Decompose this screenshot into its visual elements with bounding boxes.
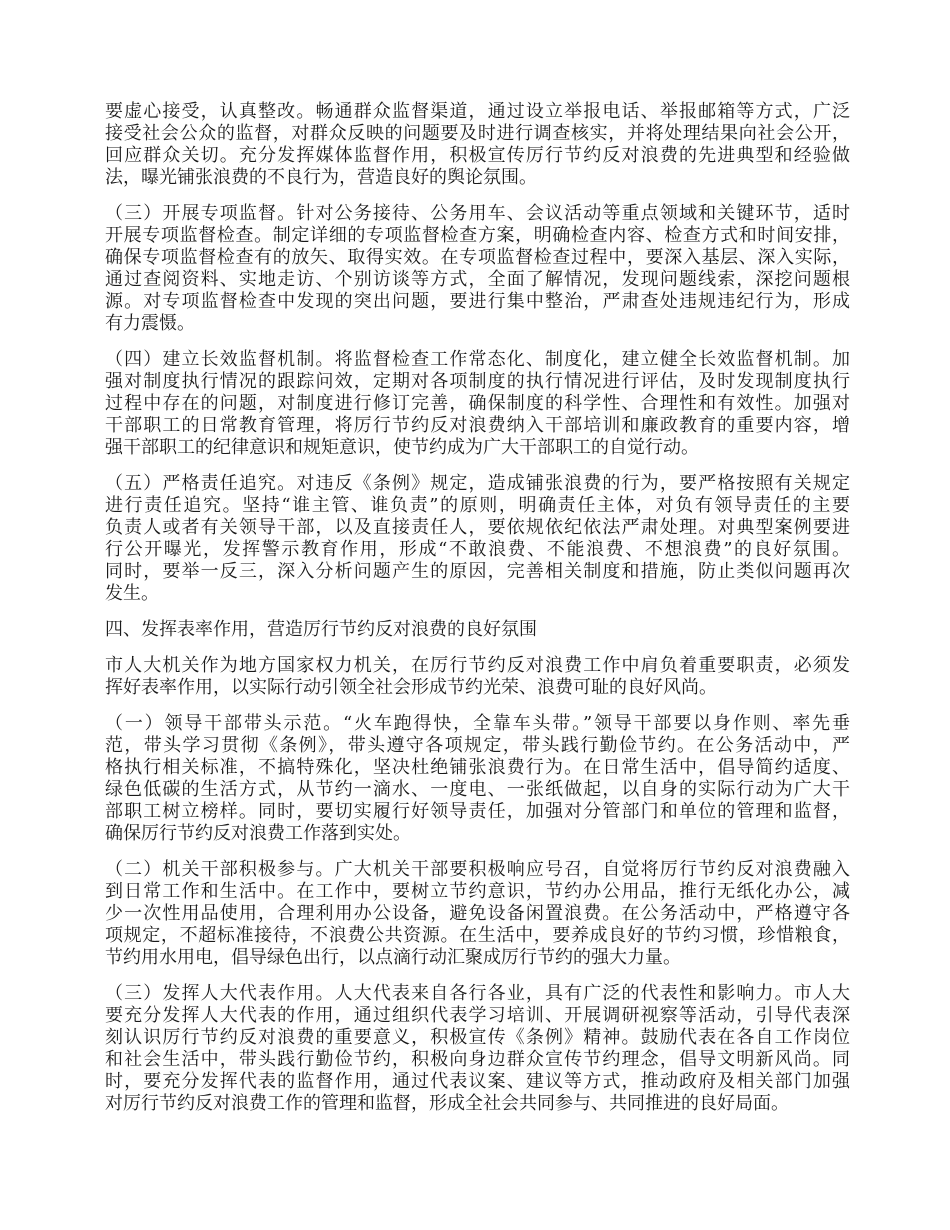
text-line: 节约用水用电，倡导绿色出行，以点滴行动汇聚成厉行节约的强大力量。 (105, 947, 681, 968)
document-body (105, 101, 850, 1129)
text-line: 进行责任追究。坚持“谁主管、谁负责”的原则，明确责任主体，对负有领导责任的主要 (105, 495, 850, 516)
text-line: （一）领导干部带头示范。“火车跑得快，全靠车头带。”领导干部要以身作则、率先垂 (105, 713, 850, 734)
text-line: 市人大机关作为地方国家权力机关，在厉行节约反对浪费工作中肩负着重要职责，必须发 (105, 655, 850, 676)
text-line: 回应群众关切。充分发挥媒体监督作用，积极宣传厉行节约反对浪费的先进典型和经验做 (105, 145, 850, 166)
text-line: 开展专项监督检查。制定详细的专项监督检查方案，明确检查内容、检查方式和时间安排， (105, 225, 850, 246)
text-line: 通过查阅资料、实地走访、个别访谈等方式，全面了解情况，发现问题线索，深挖问题根 (105, 269, 850, 290)
paragraph (105, 473, 850, 605)
paragraph (105, 203, 850, 335)
paragraph (105, 655, 850, 699)
text-line: 法，曝光铺张浪费的不良行为，营造良好的舆论氛围。 (105, 167, 537, 188)
paragraph (105, 859, 850, 969)
text-line: 要虚心接受，认真整改。畅通群众监督渠道，通过设立举报电话、举报邮箱等方式，广泛 (105, 101, 850, 122)
text-line: （二）机关干部积极参与。广大机关干部要积极响应号召，自觉将厉行节约反对浪费融入 (105, 859, 850, 880)
text-line: 少一次性用品使用，合理利用办公设备，避免设备闲置浪费。在公务活动中，严格遵守各 (105, 903, 850, 924)
text-line: 刻认识厉行节约反对浪费的重要意义，积极宣传《条例》精神。鼓励代表在各自工作岗位 (105, 1027, 850, 1048)
text-line: 源。对专项监督检查中发现的突出问题，要进行集中整治，严肃查处违规违纪行为，形成 (105, 291, 850, 312)
paragraph (105, 713, 850, 845)
text-line: 绿色低碳的生活方式，从节约一滴水、一度电、一张纸做起，以自身的实际行动为广大干 (105, 779, 850, 800)
text-line: 挥好表率作用，以实际行动引领全社会形成节约光荣、浪费可耻的良好风尚。 (105, 677, 717, 698)
text-line: （四）建立长效监督机制。将监督检查工作常态化、制度化，建立健全长效监督机制。加 (105, 349, 850, 370)
text-line: （五）严格责任追究。对违反《条例》规定，造成铺张浪费的行为，要严格按照有关规定 (105, 473, 850, 494)
text-line: 到日常工作和生活中。在工作中，要树立节约意识，节约办公用品，推行无纸化办公，减 (105, 881, 850, 902)
text-line: 和社会生活中，带头践行勤俭节约，积极向身边群众宣传节约理念，倡导文明新风尚。同 (105, 1049, 850, 1070)
text-line: （三）发挥人大代表作用。人大代表来自各行各业，具有广泛的代表性和影响力。市人大 (105, 983, 850, 1004)
paragraph (105, 349, 850, 459)
text-line: 项规定，不超标准接待，不浪费公共资源。在生活中，要养成良好的节约习惯，珍惜粮食， (105, 925, 850, 946)
text-line: 接受社会公众的监督，对群众反映的问题要及时进行调查核实，并将处理结果向社会公开， (105, 123, 850, 144)
text-line: 强对制度执行情况的跟踪问效，定期对各项制度的执行情况进行评估，及时发现制度执行 (105, 371, 850, 392)
text-line: 部职工树立榜样。同时，要切实履行好领导责任，加强对分管部门和单位的管理和监督， (105, 801, 850, 822)
text-line: 强干部职工的纪律意识和规矩意识，使节约成为广大干部职工的自觉行动。 (105, 437, 699, 458)
text-line: 格执行相关标准，不搞特殊化，坚决杜绝铺张浪费行为。在日常生活中，倡导简约适度、 (105, 757, 850, 778)
text-line: 四、发挥表率作用，营造厉行节约反对浪费的良好氛围 (105, 619, 537, 640)
section-heading (105, 619, 850, 641)
text-line: 确保厉行节约反对浪费工作落到实处。 (105, 823, 411, 844)
text-line: 对厉行节约反对浪费工作的管理和监督，形成全社会共同参与、共同推进的良好局面。 (105, 1093, 789, 1114)
paragraph (105, 983, 850, 1115)
text-line: 同时，要举一反三，深入分析问题产生的原因，完善相关制度和措施，防止类似问题再次 (105, 561, 850, 582)
text-line: 行公开曝光，发挥警示教育作用，形成“不敢浪费、不能浪费、不想浪费”的良好氛围。 (105, 539, 850, 560)
text-line: 时，要充分发挥代表的监督作用，通过代表议案、建议等方式，推动政府及相关部门加强 (105, 1071, 850, 1092)
text-line: （三）开展专项监督。针对公务接待、公务用车、会议活动等重点领域和关键环节，适时 (105, 203, 850, 224)
text-line: 确保专项监督检查有的放矢、取得实效。在专项监督检查过程中，要深入基层、深入实际， (105, 247, 850, 268)
text-line: 范，带头学习贯彻《条例》，带头遵守各项规定，带头践行勤俭节约。在公务活动中，严 (105, 735, 850, 756)
text-line: 过程中存在的问题，对制度进行修订完善，确保制度的科学性、合理性和有效性。加强对 (105, 393, 850, 414)
text-line: 发生。 (105, 583, 159, 604)
text-line: 有力震慑。 (105, 313, 195, 334)
text-line: 干部职工的日常教育管理，将厉行节约反对浪费纳入干部培训和廉政教育的重要内容，增 (105, 415, 850, 436)
text-line: 要充分发挥人大代表的作用，通过组织代表学习培训、开展调研视察等活动，引导代表深 (105, 1005, 850, 1026)
text-line: 负责人或者有关领导干部，以及直接责任人，要依规依纪依法严肃处理。对典型案例要进 (105, 517, 850, 538)
paragraph (105, 101, 850, 189)
